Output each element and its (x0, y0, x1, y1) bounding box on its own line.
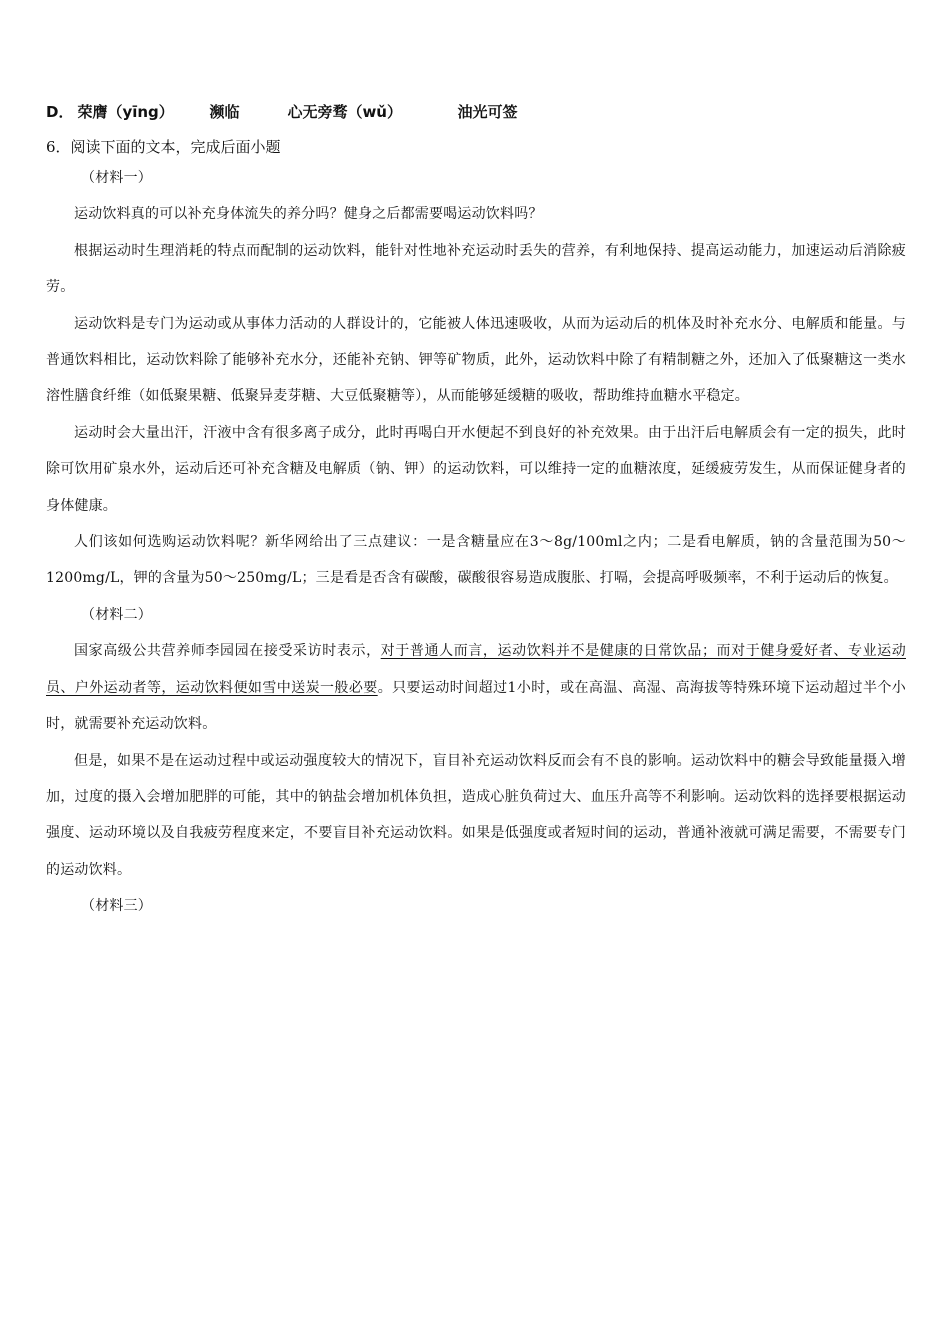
material-2-heading: （材料二） (81, 606, 152, 623)
material-2-p1-rest: 。只要运动时间超过1小时，或在高温、高湿、高海拔等特殊环境下运动超过半个小时，就需要补充运动饮料。 (46, 679, 906, 733)
material-1-paragraph-5: 人们该如何选购运动饮料呢？新华网给出了三点建议：一是含糖量应在3～8g/100ml之内；二是看电解质，钠的含量范围为50～1200mg/L，钾的含量为50～250mg/L；三是看是否含有碳酸，碳酸很容易造成腹胀、打嗝，会提高呼吸频率，不利于运动后的恢复。 (46, 534, 906, 587)
material-3-heading: （材料三） (81, 898, 152, 915)
material-1-paragraph-4: 运动时会大量出汗，汗液中含有很多离子成分，此时再喝白开水便起不到良好的补充效果。由于出汗后电解质会有一定的损失，此时除可饮用矿泉水外，运动后还可补充含糖及电解质（钠、钾）的运动饮料，可以维持一定的血糖浓度，延缓疲劳发生，从而保证健身者的身体健康。 (46, 424, 906, 514)
material-1-paragraph-3: 运动饮料是专门为运动或从事体力活动的人群设计的，它能被人体迅速吸收，从而为运动后的机体及时补充水分、电解质和能量。与普通饮料相比，运动饮料除了能够补充水分，还能补充钠、钾等矿物质，此外，运动饮料中除了有精制糖之外，还加入了低聚糖这一类水溶性膳食纤维（如低聚果糖、低聚异麦芽糖、大豆低聚糖等），从而能够延缓糖的吸收，帮助维持血糖水平稳定。 (46, 315, 906, 405)
material-2-paragraph-2: 但是，如果不是在运动过程中或运动强度较大的情况下，盲目补充运动饮料反而会有不良的影响。运动饮料中的糖会导致能量摄入增加，过度的摄入会增加肥胖的可能，其中的钠盐会增加机体负担，造成心脏负荷过大、血压升高等不利影响。运动饮料的选择要根据运动强度、运动环境以及自我疲劳程度来定，不要盲目补充运动饮料。如果是低强度或者短时间的运动，普通补液就可满足需要，不需要专门的运动饮料。 (46, 752, 906, 878)
material-2-p1-intro: 国家高级公共营养师李园园在接受采访时表示， (74, 643, 381, 660)
option-d-line (46, 101, 517, 123)
option-d-word-2: 濒临 (209, 103, 240, 121)
material-2-p1-underlined-sentence: 对于普通人而言，运动饮料并不是健康的日常饮品；而对于健身爱好者、专业运动员、户外运动者等，运动饮料便如雪中送炭一般必要 (46, 643, 906, 696)
option-d-word-1: 荣膺（yīng） (77, 103, 174, 121)
question-6-title: 6．阅读下面的文本，完成后面小题 (46, 138, 281, 156)
option-d-word-4: 油光可签 (457, 103, 518, 121)
option-d-word-3: 心无旁骛（wǔ） (287, 103, 402, 121)
material-1-paragraph-2: 根据运动时生理消耗的特点而配制的运动饮料，能针对性地补充运动时丢失的营养，有利地保持、提高运动能力，加速运动后消除疲劳。 (46, 242, 906, 296)
reading-passage (46, 160, 906, 925)
option-d-label: D． (46, 103, 74, 121)
material-1-heading: （材料一） (81, 170, 152, 186)
material-1-paragraph-1: 运动饮料真的可以补充身体流失的养分吗？健身之后都需要喝运动饮料吗？ (74, 206, 543, 223)
material-2-paragraph-1 (46, 633, 906, 742)
